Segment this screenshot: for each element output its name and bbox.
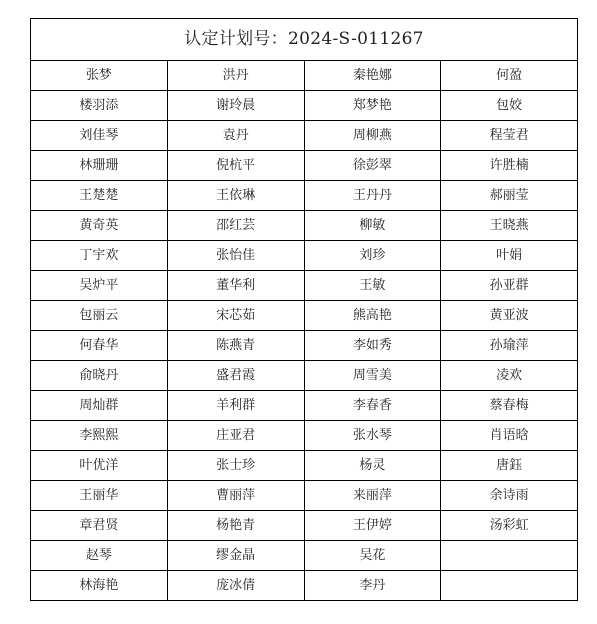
- table-row: [31, 391, 578, 421]
- name-cell: 叶优洋: [31, 451, 168, 481]
- name-cell: 王依琳: [167, 181, 304, 211]
- name-cell: 黄亚波: [441, 301, 578, 331]
- table-row: [31, 211, 578, 241]
- name-cell: 周雪美: [304, 361, 441, 391]
- name-cell: 吴炉平: [31, 271, 168, 301]
- name-cell: 孙亚群: [441, 271, 578, 301]
- name-cell: 倪杭平: [167, 151, 304, 181]
- table-row: [31, 571, 578, 601]
- table-row: [31, 241, 578, 271]
- name-cell: 章君贤: [31, 511, 168, 541]
- name-cell: 周柳燕: [304, 121, 441, 151]
- name-cell: 柳敏: [304, 211, 441, 241]
- name-cell: 邵红芸: [167, 211, 304, 241]
- name-cell: 郑梦艳: [304, 91, 441, 121]
- name-cell: 李春香: [304, 391, 441, 421]
- name-cell: 李如秀: [304, 331, 441, 361]
- name-cell: 包丽云: [31, 301, 168, 331]
- name-cell: 楼羽添: [31, 91, 168, 121]
- empty-cell: [441, 571, 578, 601]
- name-list-body: [31, 61, 578, 601]
- name-cell: 刘珍: [304, 241, 441, 271]
- name-cell: 蔡春梅: [441, 391, 578, 421]
- name-cell: 唐鈺: [441, 451, 578, 481]
- title-row: [31, 19, 578, 61]
- name-cell: 张怡佳: [167, 241, 304, 271]
- table-row: [31, 151, 578, 181]
- name-cell: 许胜楠: [441, 151, 578, 181]
- name-cell: 刘佳琴: [31, 121, 168, 151]
- name-cell: 熊高艳: [304, 301, 441, 331]
- name-cell: 李丹: [304, 571, 441, 601]
- plan-number-title: 认定计划号：2024-S-011267: [31, 19, 578, 61]
- name-cell: 李熙熙: [31, 421, 168, 451]
- name-cell: 庞冰倩: [167, 571, 304, 601]
- name-cell: 庄亚君: [167, 421, 304, 451]
- name-cell: 袁丹: [167, 121, 304, 151]
- name-cell: 何盈: [441, 61, 578, 91]
- name-cell: 陈燕青: [167, 331, 304, 361]
- table-row: [31, 61, 578, 91]
- name-cell: 王丹丹: [304, 181, 441, 211]
- name-cell: 林珊珊: [31, 151, 168, 181]
- name-cell: 杨艳青: [167, 511, 304, 541]
- name-cell: 肖语晗: [441, 421, 578, 451]
- name-cell: 秦艳娜: [304, 61, 441, 91]
- name-cell: 丁宇欢: [31, 241, 168, 271]
- name-cell: 杨灵: [304, 451, 441, 481]
- table-row: [31, 301, 578, 331]
- table-row: [31, 91, 578, 121]
- name-cell: 王楚楚: [31, 181, 168, 211]
- table-row: [31, 481, 578, 511]
- name-cell: 赵琴: [31, 541, 168, 571]
- table-row: [31, 271, 578, 301]
- table-row: [31, 451, 578, 481]
- name-cell: 徐彭翠: [304, 151, 441, 181]
- name-cell: 缪金晶: [167, 541, 304, 571]
- name-cell: 盛君霞: [167, 361, 304, 391]
- name-cell: 宋芯茹: [167, 301, 304, 331]
- name-cell: 王伊婷: [304, 511, 441, 541]
- name-cell: 曹丽萍: [167, 481, 304, 511]
- name-cell: 叶娟: [441, 241, 578, 271]
- empty-cell: [441, 541, 578, 571]
- name-cell: 来丽萍: [304, 481, 441, 511]
- name-cell: 黄奇英: [31, 211, 168, 241]
- name-cell: 周灿群: [31, 391, 168, 421]
- table-row: [31, 181, 578, 211]
- name-cell: 王敏: [304, 271, 441, 301]
- name-cell: 吴花: [304, 541, 441, 571]
- name-cell: 张士珍: [167, 451, 304, 481]
- name-cell: 包姣: [441, 91, 578, 121]
- name-cell: 王丽华: [31, 481, 168, 511]
- name-cell: 洪丹: [167, 61, 304, 91]
- name-cell: 羊利群: [167, 391, 304, 421]
- table-row: [31, 511, 578, 541]
- name-cell: 孙瑜萍: [441, 331, 578, 361]
- name-cell: 何春华: [31, 331, 168, 361]
- table-row: [31, 331, 578, 361]
- name-cell: 郝丽莹: [441, 181, 578, 211]
- table-row: [31, 421, 578, 451]
- name-cell: 余诗雨: [441, 481, 578, 511]
- name-cell: 张梦: [31, 61, 168, 91]
- table-row: [31, 541, 578, 571]
- name-cell: 张水琴: [304, 421, 441, 451]
- table-row: [31, 121, 578, 151]
- name-list-table: [30, 18, 578, 601]
- name-cell: 俞晓丹: [31, 361, 168, 391]
- name-cell: 王晓燕: [441, 211, 578, 241]
- name-cell: 程莹君: [441, 121, 578, 151]
- name-cell: 凌欢: [441, 361, 578, 391]
- name-cell: 谢玲晨: [167, 91, 304, 121]
- name-cell: 汤彩虹: [441, 511, 578, 541]
- name-cell: 董华利: [167, 271, 304, 301]
- table-row: [31, 361, 578, 391]
- name-cell: 林海艳: [31, 571, 168, 601]
